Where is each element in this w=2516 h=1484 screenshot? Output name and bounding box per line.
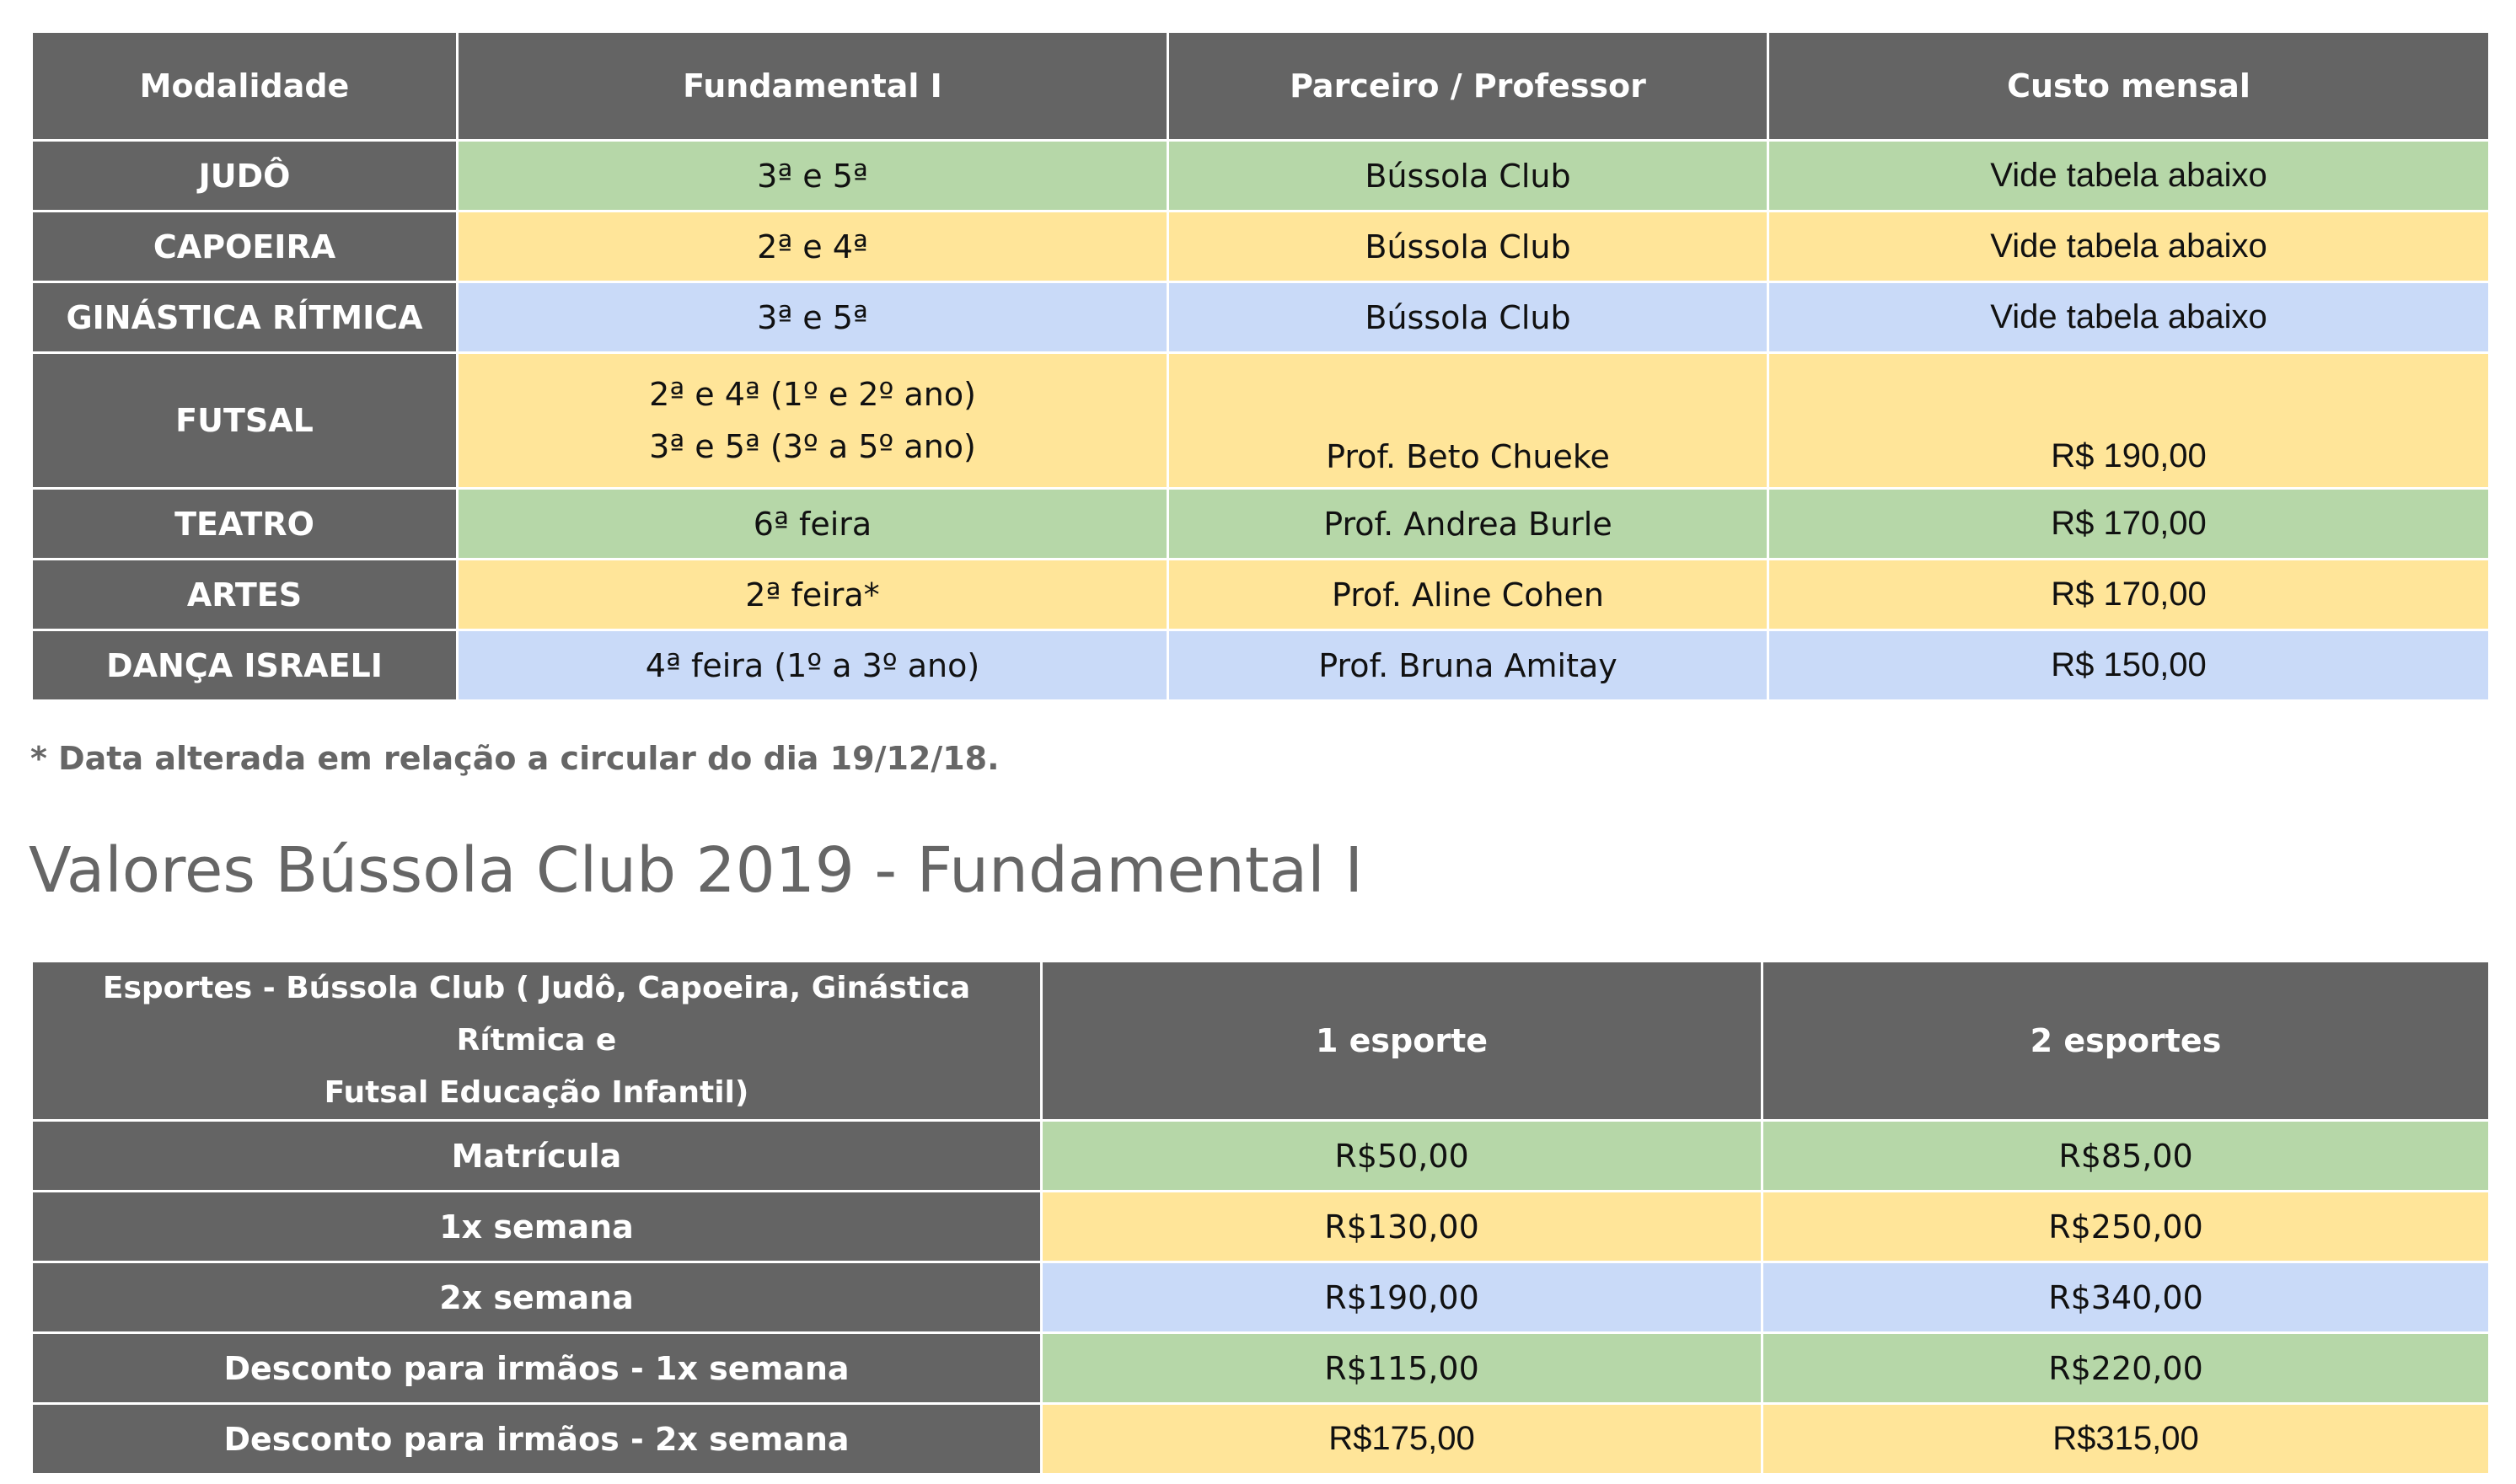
row-label: 1x semana [32, 1192, 1042, 1262]
table-header-row [32, 32, 2490, 141]
price-two-sports: R$315,00 [1762, 1404, 2490, 1475]
column-header-custo: Custo mensal [1768, 32, 2490, 141]
modalidade-cell: TEATRO [32, 489, 458, 560]
schedule-cell: 4ª feira (1º a 3º ano) [458, 630, 1168, 701]
table-row-desconto-1x [32, 1333, 2490, 1404]
cost-cell: Vide tabela abaixo [1768, 212, 2490, 282]
schedule-line: 2ª e 4ª (1º e 2º ano) [649, 376, 976, 413]
table-row-ginastica [32, 282, 2490, 353]
professor-cell: Prof. Bruna Amitay [1168, 630, 1768, 701]
header-line: Esportes - Bússola Club ( Judô, Capoeira, Ginástica Rítmica e [102, 971, 971, 1058]
schedule-cell: 2ª e 4ª [458, 212, 1168, 282]
column-header-1-esporte: 1 esporte [1042, 962, 1762, 1121]
professor-cell: Prof. Beto Chueke [1168, 353, 1768, 489]
column-header-fundamental: Fundamental I [458, 32, 1168, 141]
cost-cell: R$ 170,00 [1768, 489, 2490, 560]
activities-table [30, 30, 2491, 702]
table-row-futsal [32, 353, 2490, 489]
modalidade-cell: CAPOEIRA [32, 212, 458, 282]
table-row-teatro [32, 489, 2490, 560]
price-one-sport: R$50,00 [1042, 1121, 1762, 1192]
row-label: Desconto para irmãos - 1x semana [32, 1333, 1042, 1404]
modalidade-cell: JUDÔ [32, 141, 458, 212]
modalidade-cell: GINÁSTICA RÍTMICA [32, 282, 458, 353]
professor-cell: Bússola Club [1168, 282, 1768, 353]
modalidade-cell: FUTSAL [32, 353, 458, 489]
price-one-sport: R$130,00 [1042, 1192, 1762, 1262]
column-header-modalidade: Modalidade [32, 32, 458, 141]
cost-cell: R$ 150,00 [1768, 630, 2490, 701]
price-two-sports: R$85,00 [1762, 1121, 2490, 1192]
price-one-sport: R$115,00 [1042, 1333, 1762, 1404]
table-row-danca [32, 630, 2490, 701]
column-header-esportes [32, 962, 1042, 1121]
cost-cell: R$ 170,00 [1768, 560, 2490, 630]
professor-cell: Bússola Club [1168, 141, 1768, 212]
price-one-sport: R$175,00 [1042, 1404, 1762, 1475]
table-row-2x-semana [32, 1262, 2490, 1333]
price-two-sports: R$220,00 [1762, 1333, 2490, 1404]
table-row-1x-semana [32, 1192, 2490, 1262]
row-label: Matrícula [32, 1121, 1042, 1192]
cost-cell: R$ 190,00 [1768, 353, 2490, 489]
table-header-row [32, 962, 2490, 1121]
schedule-cell: 3ª e 5ª [458, 141, 1168, 212]
table-row-matricula [32, 1121, 2490, 1192]
schedule-cell: 3ª e 5ª [458, 282, 1168, 353]
row-label: 2x semana [32, 1262, 1042, 1333]
table-row-desconto-2x [32, 1404, 2490, 1475]
table-row-judo [32, 141, 2490, 212]
cost-cell: Vide tabela abaixo [1768, 141, 2490, 212]
price-one-sport: R$190,00 [1042, 1262, 1762, 1333]
price-two-sports: R$340,00 [1762, 1262, 2490, 1333]
header-line: Futsal Educação Infantil) [324, 1075, 749, 1110]
modalidade-cell: DANÇA ISRAELI [32, 630, 458, 701]
footnote: * Data alterada em relação a circular do dia 19/12/18. [30, 740, 1000, 777]
prices-table [30, 960, 2491, 1476]
professor-cell: Prof. Andrea Burle [1168, 489, 1768, 560]
modalidade-cell: ARTES [32, 560, 458, 630]
table-row-capoeira [32, 212, 2490, 282]
schedule-line: 3ª e 5ª (3º a 5º ano) [649, 428, 976, 465]
schedule-cell: 2ª feira* [458, 560, 1168, 630]
section-title: Valores Bússola Club 2019 - Fundamental I [29, 834, 1364, 907]
row-label: Desconto para irmãos - 2x semana [32, 1404, 1042, 1475]
column-header-2-esportes: 2 esportes [1762, 962, 2490, 1121]
schedule-cell: 6ª feira [458, 489, 1168, 560]
professor-cell: Bússola Club [1168, 212, 1768, 282]
schedule-cell [458, 353, 1168, 489]
price-two-sports: R$250,00 [1762, 1192, 2490, 1262]
professor-cell: Prof. Aline Cohen [1168, 560, 1768, 630]
table-row-artes [32, 560, 2490, 630]
cost-cell: Vide tabela abaixo [1768, 282, 2490, 353]
column-header-professor: Parceiro / Professor [1168, 32, 1768, 141]
